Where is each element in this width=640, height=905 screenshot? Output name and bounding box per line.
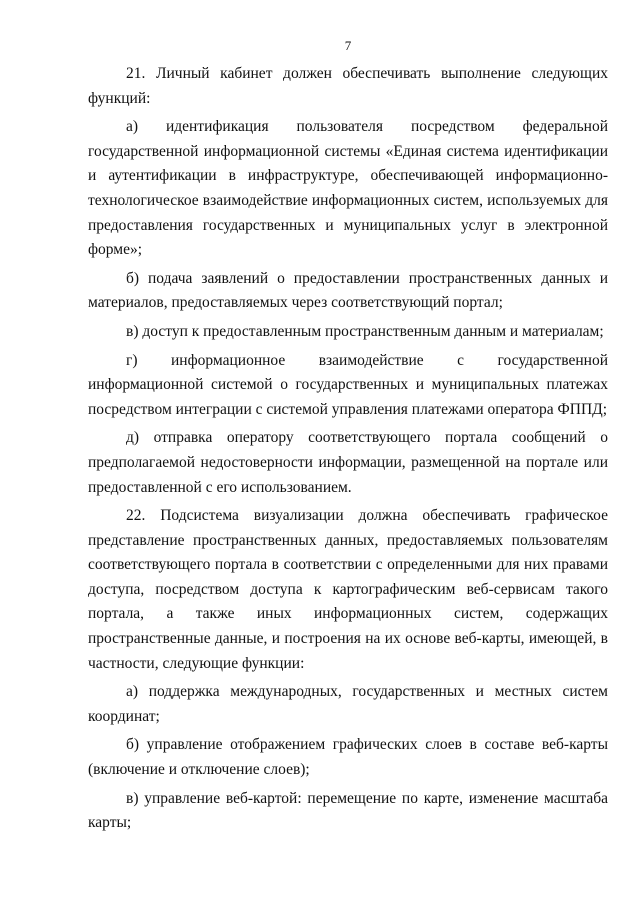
paragraph-22: 22. Подсистема визуализации должна обеспечивать графическое представление пространственных данных, предоставляемых пользователям соответствующего портала в соответствии с определенными для них правами доступа, посредством доступа к картографическим веб-сервисам такого портала, а также иных информационных систем, содержащих пространственные данные, и построения на их основе веб-карты, имеющей, в частности, следующие функции: (88, 507, 608, 672)
page-number: 7 (344, 38, 352, 53)
paragraph-21-b: б) подача заявлений о предоставлении пространственных данных и материалов, предоставляемых через соответствующий портал; (88, 269, 608, 312)
paragraph-21-d: д) отправка оператору соответствующего портала сообщений о предполагаемой недостоверности информации, размещенной на портале или предоставленной с его использованием. (88, 429, 608, 496)
paragraph-22-a: а) поддержка международных, государственных и местных систем координат; (88, 683, 608, 725)
paragraph-21: 21. Личный кабинет должен обеспечивать выполнение следующих функций: (88, 65, 608, 107)
paragraph-21-v: в) доступ к предоставленным пространственным данным и материалам; (126, 322, 604, 340)
paragraph-22-v: в) управление веб-картой: перемещение по карте, изменение масштаба карты; (88, 789, 608, 832)
paragraph-22-b: б) управление отображением графических слоев в составе веб-карты (включение и отключение слоев); (88, 736, 608, 779)
paragraph-21-a: а) идентификация пользователя посредством федеральной государственной информационной системы «Единая система идентификации и аутентификации в инфраструктуре, обеспечивающей информационно-технологическое взаимодействие информационных систем, используемых для предоставления государственных и муниципальных услуг в электронной форме»; (88, 118, 608, 259)
paragraph-21-g: г) информационное взаимодействие с государственной информационной системой о государственных и муниципальных платежах посредством интеграции с системой управления платежами оператора ФППД; (88, 351, 608, 418)
